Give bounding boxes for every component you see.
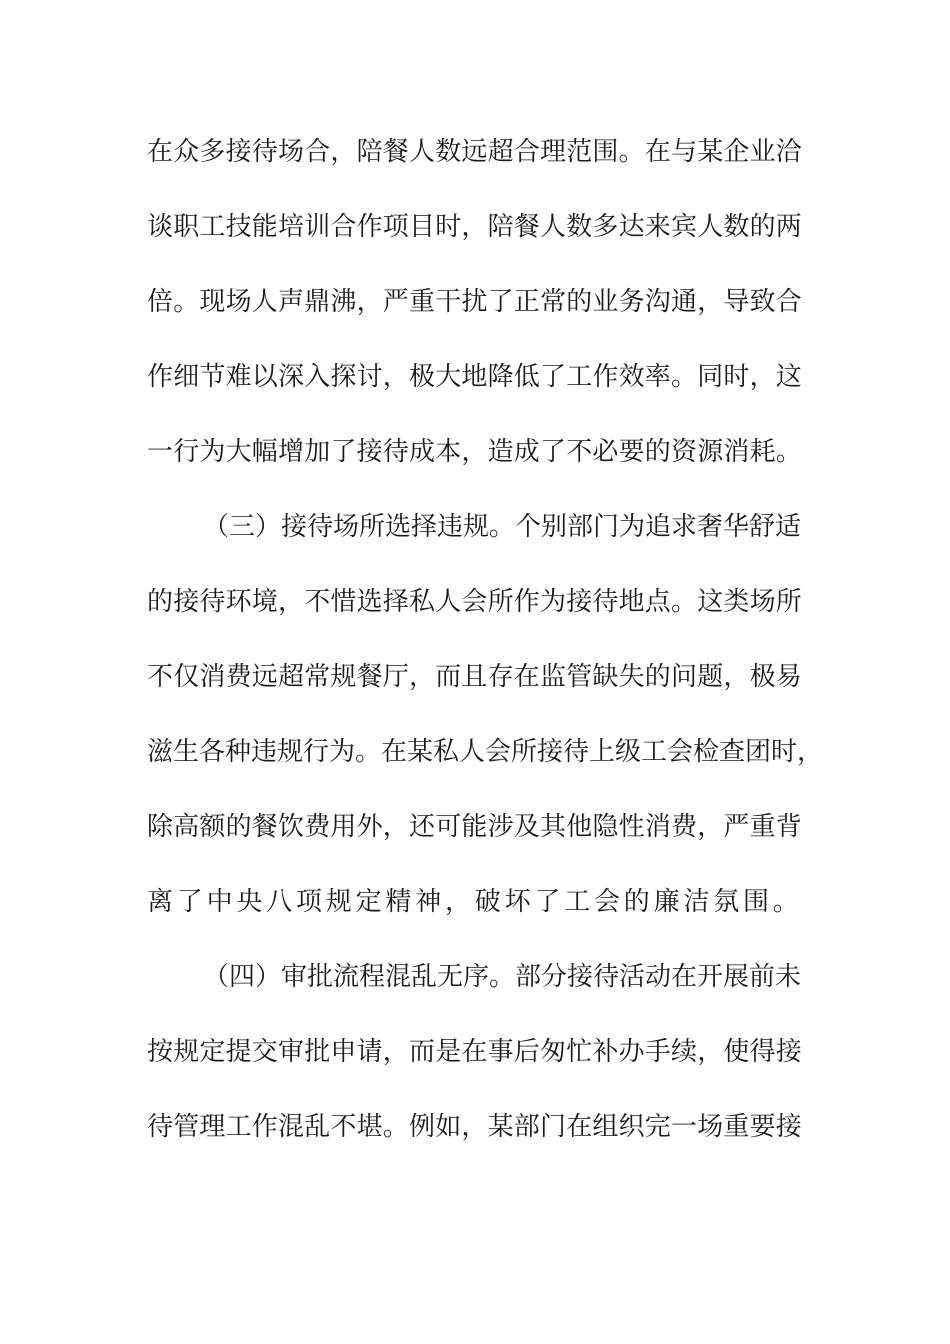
text-line: 作细节难以深入探讨，极大地降低了工作效率。同时，这 (147, 362, 803, 392)
section-heading-line: （四）审批流程混乱无序。部分接待活动在开展前未 (203, 962, 802, 992)
text-line: 在众多接待场合，陪餐人数远超合理范围。在与某企业洽 (147, 137, 803, 167)
text-line: 不仅消费远超常规餐厅，而且存在监管缺失的问题，极易 (147, 662, 803, 692)
section-heading-line: （三）接待场所选择违规。个别部门为追求奢华舒适 (203, 512, 802, 542)
text-line: 待管理工作混乱不堪。例如，某部门在组织完一场重要接 (147, 1112, 803, 1142)
text-line: 除高额的餐饮费用外，还可能涉及其他隐性消费，严重背 (147, 812, 803, 842)
text-line: 一行为大幅增加了接待成本，造成了不必要的资源消耗。 (147, 437, 803, 467)
text-line: 倍。现场人声鼎沸，严重干扰了正常的业务沟通，导致合 (147, 287, 803, 317)
text-line: 的接待环境，不惜选择私人会所作为接待地点。这类场所 (147, 587, 803, 617)
text-line: 按规定提交审批申请，而是在事后匆忙补办手续，使得接 (147, 1037, 803, 1067)
text-line: 离了中央八项规定精神，破坏了工会的廉洁氛围。 (147, 887, 803, 917)
text-line: 谈职工技能培训合作项目时，陪餐人数多达来宾人数的两 (147, 212, 803, 242)
text-line: 滋生各种违规行为。在某私人会所接待上级工会检查团时， (147, 737, 824, 767)
